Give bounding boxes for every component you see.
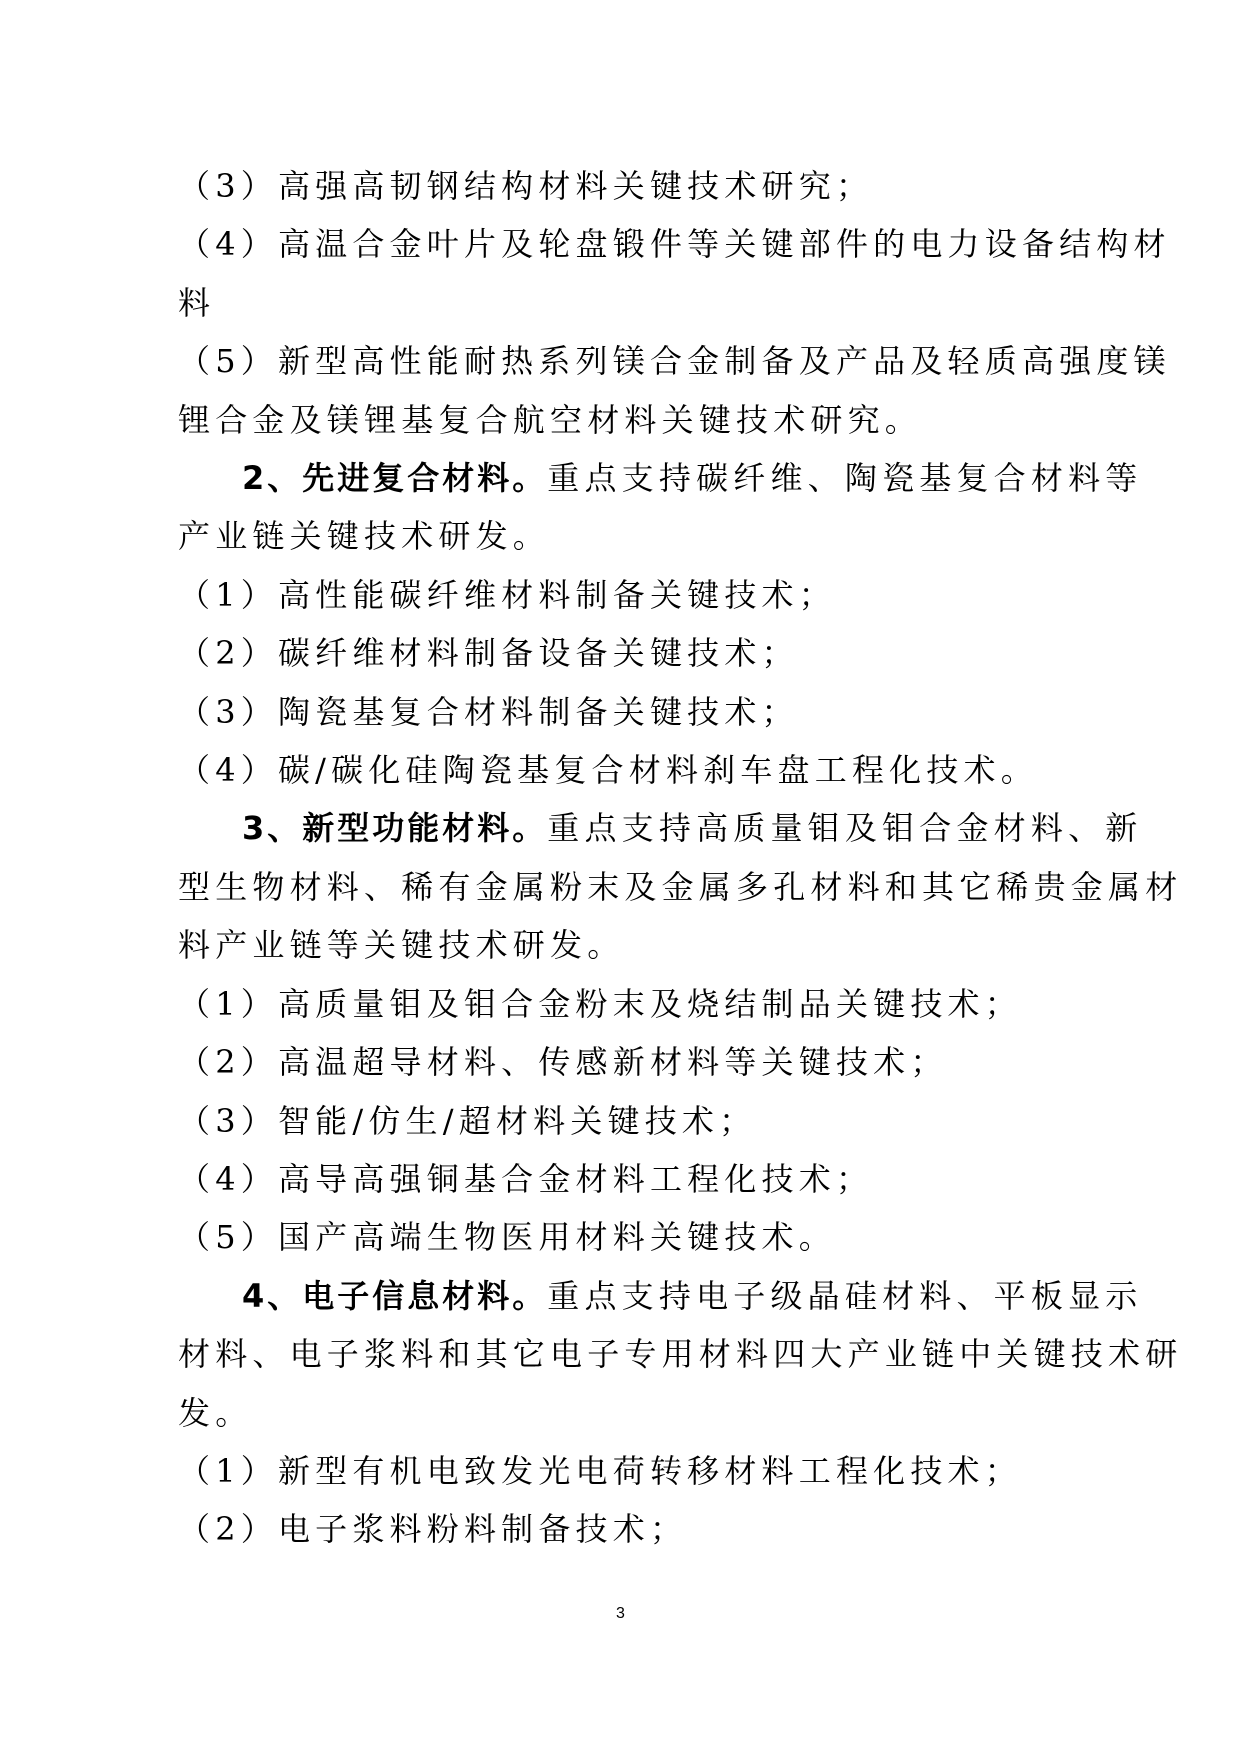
list-item: （4）高导高强铜基合金材料工程化技术；	[178, 1159, 874, 1198]
list-item-continuation: 锂合金及镁锂基复合航空材料关键技术研究。	[178, 400, 923, 439]
section-heading-lead: 4、电子信息材料。	[242, 1276, 548, 1315]
page-number: 3	[616, 1605, 625, 1622]
list-item: （3）陶瓷基复合材料制备关键技术；	[178, 692, 799, 731]
section-heading-text: 重点支持高质量钼及钼合金材料、新	[547, 809, 1143, 848]
list-item: （5）国产高端生物医用材料关键技术。	[178, 1218, 836, 1257]
list-item: （2）高温超导材料、传感新材料等关键技术；	[178, 1043, 948, 1082]
paragraph-continuation: 发。	[178, 1393, 253, 1432]
list-item: （4）高温合金叶片及轮盘锻件等关键部件的电力设备结构材	[178, 225, 1171, 264]
list-item: （1）高性能碳纤维材料制备关键技术；	[178, 575, 836, 614]
section-heading-text: 重点支持碳纤维、陶瓷基复合材料等	[547, 459, 1143, 498]
section-heading-electronic-materials	[178, 1267, 1143, 1325]
section-heading-lead: 3、新型功能材料。	[242, 809, 548, 848]
section-heading-text: 重点支持电子级晶硅材料、平板显示	[547, 1276, 1143, 1315]
paragraph-continuation: 型生物材料、稀有金属粉末及金属多孔材料和其它稀贵金属材	[178, 867, 1183, 906]
list-item: （1）新型有机电致发光电荷转移材料工程化技术；	[178, 1451, 1022, 1490]
list-item: （5）新型高性能耐热系列镁合金制备及产品及轻质高强度镁	[178, 342, 1171, 381]
section-heading-functional-materials	[178, 799, 1143, 857]
list-item: （4）碳/碳化硅陶瓷基复合材料刹车盘工程化技术。	[178, 751, 1038, 790]
list-item: （3）智能/仿生/超材料关键技术；	[178, 1101, 757, 1140]
list-item-continuation: 料	[178, 283, 216, 322]
list-item: （1）高质量钼及钼合金粉末及烧结制品关键技术；	[178, 984, 1022, 1023]
section-heading-lead: 2、先进复合材料。	[242, 459, 548, 498]
page-body	[178, 157, 1183, 1559]
paragraph-continuation: 料产业链等关键技术研发。	[178, 926, 625, 965]
list-item: （2）碳纤维材料制备设备关键技术；	[178, 634, 799, 673]
section-heading-advanced-composites	[178, 449, 1143, 507]
list-item: （2）电子浆料粉料制备技术；	[178, 1510, 688, 1549]
paragraph-continuation: 材料、电子浆料和其它电子专用材料四大产业链中关键技术研	[178, 1335, 1183, 1374]
paragraph-continuation: 产业链关键技术研发。	[178, 517, 551, 556]
list-item: （3）高强高韧钢结构材料关键技术研究；	[178, 167, 874, 205]
